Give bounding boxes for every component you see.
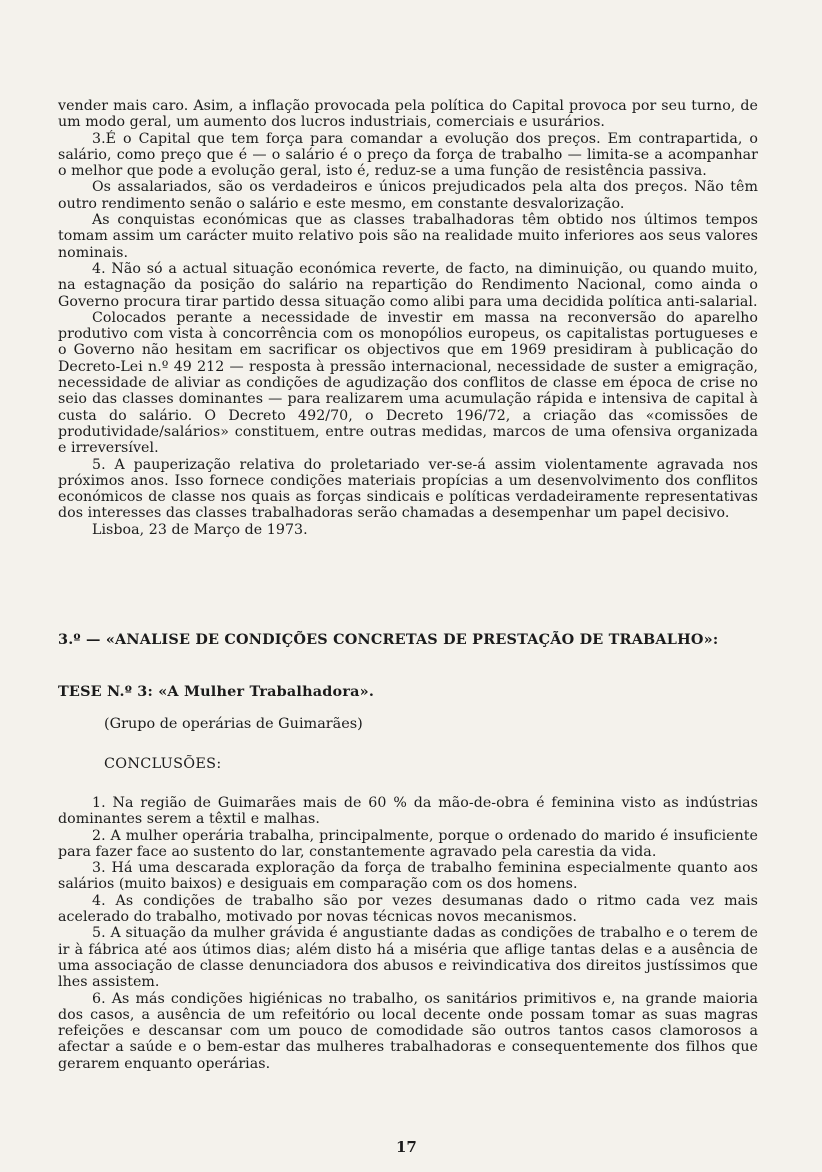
- paragraph: 3.É o Capital que tem força para comandar a evolução dos preços. Em contrapartida, o salário, como preço que é — o salário é o preço da força de trabalho — limita-se a acompanhar o melhor que pode a evolução geral, isto é, reduz-se a uma função de resistência passiva.: [58, 130, 758, 180]
- conclusions-label: CONCLUSÕES:: [104, 756, 222, 772]
- conclusion-item: 1. Na região de Guimarães mais de 60 % da mão-de-obra é feminina visto as indústrias dominantes serem a têxtil e malhas.: [58, 795, 758, 828]
- conclusion-item: 4. As condições de trabalho são por vezes desumanas dado o ritmo cada vez mais acelerado do trabalho, motivado por novas técnicas novos mecanismos.: [58, 892, 758, 926]
- conclusions-list: [58, 795, 758, 1072]
- dateline: Lisboa, 23 de Março de 1973.: [92, 521, 308, 538]
- paragraph: Colocados perante a necessidade de investir em massa na reconversão do aparelho produtivo com vista à concorrência com os monopólios europeus, os capitalistas portugueses e o Governo não hesitam em sacrificar os objectivos que em 1969 presidiram à publicação do Decreto-Lei n.º 49 212 — resposta à pressão internacional, necessidade de suster a emigração, necessidade de aliviar as condições de agudização dos conflitos de classe em época de crise no seio das classes dominantes — para realizarem uma acumulação rápida e intensiva de capital à custa do salário. O Decreto 492/70, o Decreto 196/72, a criação das «comissões de produtividade/salários» constituem, entre outras medidas, marcos de uma ofensiva organizada e irreversível.: [58, 309, 758, 457]
- paragraph: vender mais caro. Asim, a inflação provocada pela política do Capital provoca por seu turno, de um modo geral, um aumento dos lucros industriais, comerciais e usurários.: [58, 98, 758, 131]
- conclusion-item: 2. A mulher operária trabalha, principalmente, porque o ordenado do marido é insuficiente para fazer face ao sustento do lar, constantemente agravado pela carestia da vida.: [58, 827, 758, 860]
- page-number: 17: [396, 1138, 417, 1156]
- thesis-title: TESE N.º 3: «A Mulher Trabalhadora».: [58, 683, 375, 700]
- paragraph: As conquistas económicas que as classes trabalhadoras têm obtido nos últimos tempos tomam assim um carácter muito relativo pois são na realidade muito inferiores aos seus valores nominais.: [58, 212, 758, 261]
- paragraph: 4. Não só a actual situação económica reverte, de facto, na diminuição, ou quando muito, na estagnação da posição do salário na repartição do Rendimento Nacional, como ainda o Governo procura tirar partido dessa situação como alibi para uma decidida política anti-salarial.: [58, 260, 758, 310]
- conclusion-item: 6. As más condições higiénicas no trabalho, os sanitários primitivos e, na grande maioria dos casos, a ausência de um refeitório ou local decente onde possam tomar as suas magras refeições e descansar com um pouco de comodidade são outros tantos casos clamorosos a afectar a saúde e o bem-estar das mulheres trabalhadoras e consequentemente dos filhos que gerarem enquanto operárias.: [58, 990, 758, 1072]
- body-text-block-1: [58, 98, 758, 538]
- conclusion-item: 3. Há uma descarada exploração da força de trabalho feminina especialmente quanto aos salários (muito baixos) e desiguais em comparação com os dos homens.: [58, 860, 758, 893]
- author-group: (Grupo de operárias de Guimarães): [104, 716, 363, 732]
- conclusion-item: 5. A situação da mulher grávida é angustiante dadas as condições de trabalho e o terem de ir à fábrica até aos útimos dias; além disto há a miséria que aflige tantas delas e a ausência de uma associação de classe denunciadora dos abusos e reivindicativa dos direitos justíssimos que lhes assistem.: [58, 925, 758, 991]
- section-heading: 3.º — «ANALISE DE CONDIÇÕES CONCRETAS DE PRESTAÇÃO DE TRABALHO»:: [58, 631, 719, 648]
- paragraph: Os assalariados, são os verdadeiros e únicos prejudicados pela alta dos preços. Não têm outro rendimento senão o salário e este mesmo, em constante desvalorização.: [58, 179, 758, 212]
- paragraph: 5. A pauperização relativa do proletariado ver-se-á assim violentamente agravada nos próximos anos. Isso fornece condições materiais propícias a um desenvolvimento dos conflitos económicos de classe nos quais as forças sindicais e políticas verdadeiramente representativas dos interesses das classes trabalhadoras serão chamadas a desempenhar um papel decisivo.: [58, 456, 758, 522]
